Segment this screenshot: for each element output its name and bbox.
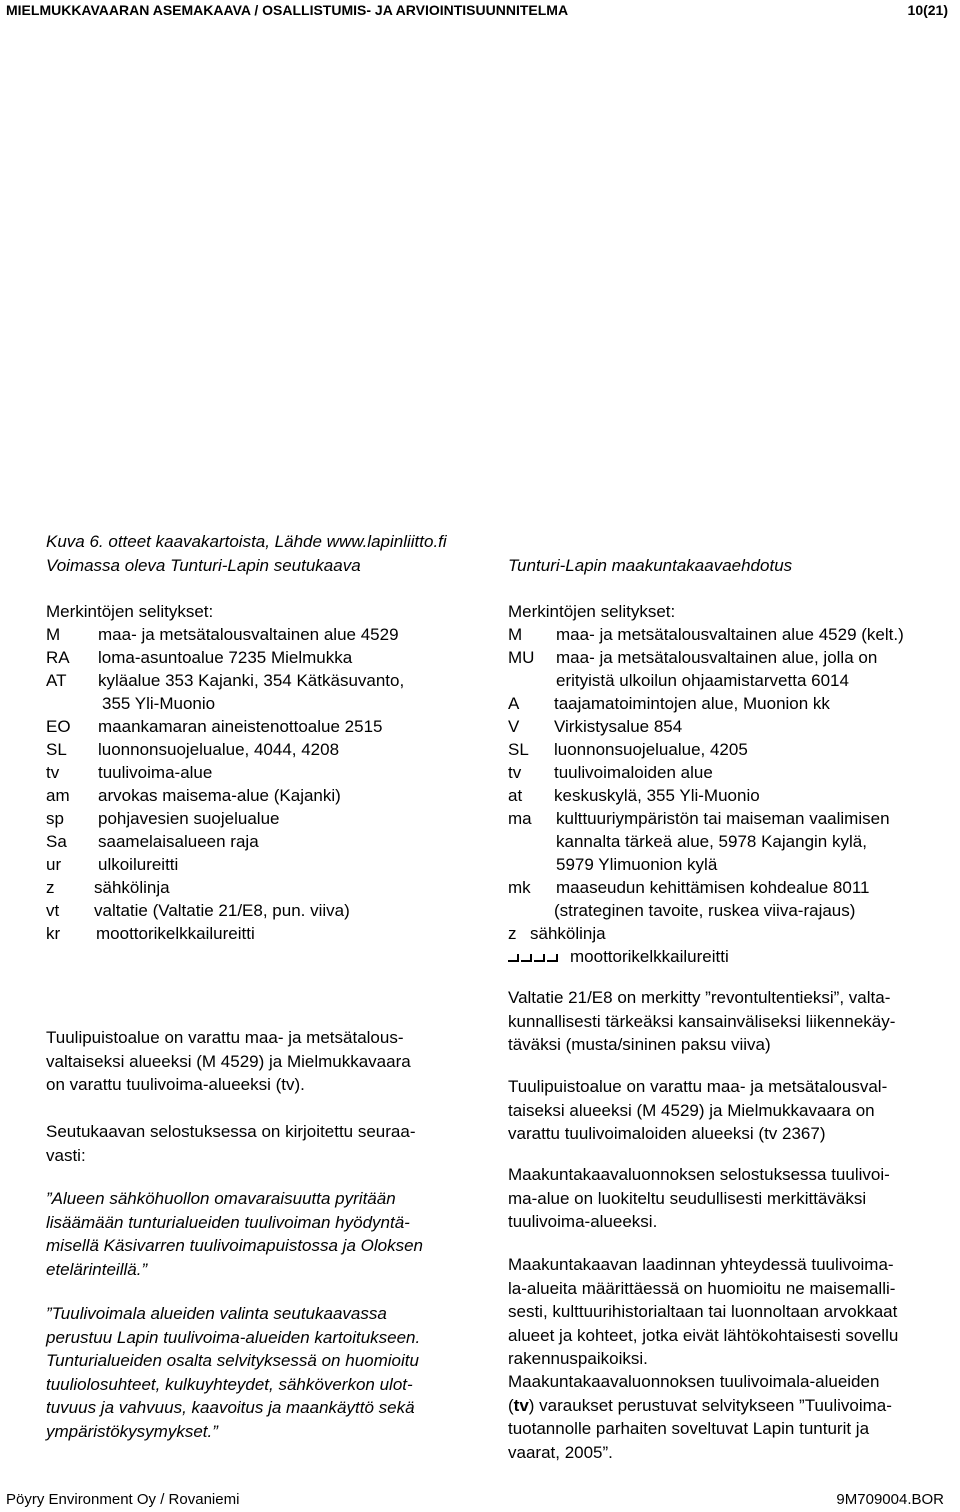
legend-row <box>508 899 958 922</box>
legend-code: sp <box>46 809 64 828</box>
legend-code: vt <box>46 901 60 920</box>
legend-code: am <box>46 786 70 805</box>
right-legend-title: Merkintöjen selitykset: <box>508 602 676 621</box>
legend-code: z <box>508 924 517 943</box>
legend-text: saamelaisalueen raja <box>98 832 259 851</box>
legend-code: M <box>46 625 61 644</box>
right-paragraph-4: Maakuntakaavan laadinnan yhteydessä tuulivoima- la-alueita määrittäessä on huomioitu ne maisemalli- sesti, kulttuurihistorialtaan tai luonnoltaan arvokkaat alueet ja kohteet, jotka eivät lähtökohtaisesti sovellu rakennuspaikoiksi. <box>508 1255 899 1368</box>
legend-text: kannalta tärkeä alue, 5978 Kajangin kylä, <box>556 832 867 851</box>
legend-row <box>508 692 958 715</box>
legend-text: sähkölinja <box>94 878 170 897</box>
legend-row <box>46 784 486 807</box>
legend-text: moottorikelkkailureitti <box>570 947 729 966</box>
left-heading: Voimassa oleva Tunturi-Lapin seutukaava <box>46 556 361 575</box>
legend-text: 5979 Ylimuonion kylä <box>556 855 718 874</box>
legend-code: A <box>508 694 520 713</box>
legend-row <box>46 715 486 738</box>
snowmobile-route-symbol-icon <box>508 945 560 968</box>
right-heading: Tunturi-Lapin maakuntakaavaehdotus <box>508 556 793 575</box>
legend-row <box>508 876 958 899</box>
legend-row <box>508 623 958 646</box>
right-paragraph-5-start: Maakuntakaavaluonnoksen tuulivoimala-alueiden ( <box>508 1372 880 1415</box>
legend-text: 355 Yli-Muonio <box>102 694 216 713</box>
left-legend <box>46 600 486 945</box>
page-number: 10(21) <box>907 2 948 18</box>
legend-text: luonnonsuojelualue, 4205 <box>554 740 748 759</box>
legend-row <box>508 853 958 876</box>
legend-row <box>508 807 958 830</box>
right-paragraph-5-end: ) varaukset perustuvat selvitykseen ”Tuulivoima- tuotannolle parhaiten soveltuvat Lapin tunturit ja vaarat, 2005”. <box>508 1395 892 1462</box>
legend-code: ma <box>508 809 532 828</box>
legend-text: taajamatoimintojen alue, Muonion kk <box>554 694 830 713</box>
legend-text: pohjavesien suojelualue <box>98 809 280 828</box>
legend-row <box>508 715 958 738</box>
legend-text: maa- ja metsätalousvaltainen alue 4529 <box>98 625 399 644</box>
legend-code: z <box>46 878 55 897</box>
legend-code: EO <box>46 717 71 736</box>
legend-text: keskuskylä, 355 Yli-Muonio <box>554 786 760 805</box>
left-quote-2: ”Tuulivoimala alueiden valinta seutukaavassa perustuu Lapin tuulivoima-alueiden kartoitukseen. Tunturialueiden osalta selvityksessä on huomioitu tuuliolosuhteet, kulkuyhteydet, sähköverkon ulot- tuvuus ja vahvuus, kaavoitus ja maankäyttö sekä ympäristökysymykset.” <box>46 1304 421 1441</box>
document-header-title: MIELMUKKAVAARAN ASEMAKAAVA / OSALLISTUMIS- JA ARVIOINTISUUNNITELMA <box>6 2 569 18</box>
legend-row <box>46 853 486 876</box>
tv-marker: tv <box>513 1395 529 1415</box>
legend-row <box>46 830 486 853</box>
legend-row <box>508 669 958 692</box>
left-legend-title: Merkintöjen selitykset: <box>46 602 214 621</box>
legend-text: maa- ja metsätalousvaltainen alue 4529 (kelt.) <box>556 625 904 644</box>
legend-code: MU <box>508 648 535 667</box>
legend-row <box>46 807 486 830</box>
legend-row <box>46 899 486 922</box>
legend-row <box>46 922 486 945</box>
legend-row <box>508 922 958 945</box>
figure-caption: Kuva 6. otteet kaavakartoista, Lähde www.lapinliitto.fi <box>46 532 447 551</box>
legend-text: maa- ja metsätalousvaltainen alue, jolla on <box>556 648 878 667</box>
right-paragraph-1: Valtatie 21/E8 on merkitty ”revontultentieksi”, valta- kunnallisesti tärkeäksi kansainväliseksi liikennekäy- täväksi (musta/sininen paksu viiva) <box>508 988 896 1054</box>
legend-code: SL <box>46 740 67 759</box>
legend-code: AT <box>46 671 67 690</box>
legend-text: Virkistysalue 854 <box>554 717 683 736</box>
legend-row <box>46 738 486 761</box>
legend-code: tv <box>46 763 60 782</box>
legend-text: maankamaran aineistenottoalue 2515 <box>98 717 383 736</box>
legend-row <box>46 646 486 669</box>
right-paragraph-2: Tuulipuistoalue on varattu maa- ja metsätalousval- taiseksi alueeksi (M 4529) ja Mielmukkavaara on varattu tuulivoimaloiden alueeksi (tv 2367) <box>508 1077 888 1143</box>
legend-row <box>508 738 958 761</box>
legend-row <box>508 784 958 807</box>
legend-code: ur <box>46 855 62 874</box>
legend-code: Sa <box>46 832 67 851</box>
legend-row <box>46 623 486 646</box>
legend-text: tuulivoima-alue <box>98 763 213 782</box>
legend-text: valtatie (Valtatie 21/E8, pun. viiva) <box>94 901 350 920</box>
legend-code: SL <box>508 740 529 759</box>
legend-code: V <box>508 717 520 736</box>
legend-row <box>508 830 958 853</box>
legend-row <box>46 692 486 715</box>
legend-row <box>508 646 958 669</box>
legend-text: arvokas maisema-alue (Kajanki) <box>98 786 341 805</box>
legend-row <box>508 945 958 968</box>
legend-code: kr <box>46 924 61 943</box>
left-paragraph-2: Seutukaavan selostuksessa on kirjoitettu seuraa- vasti: <box>46 1122 416 1165</box>
legend-code: tv <box>508 763 522 782</box>
footer-document-code: 9M709004.BOR <box>836 1491 944 1508</box>
legend-text: tuulivoimaloiden alue <box>554 763 713 782</box>
legend-text: sähkölinja <box>530 924 606 943</box>
left-paragraph-1: Tuulipuistoalue on varattu maa- ja metsätalous- valtaiseksi alueeksi (M 4529) ja Mielmukkavaara on varattu tuulivoima-alueeksi (tv). <box>46 1028 411 1094</box>
right-legend <box>508 600 958 968</box>
legend-text: (strateginen tavoite, ruskea viiva-rajaus) <box>554 901 856 920</box>
right-paragraph-5 <box>508 1370 892 1464</box>
legend-row <box>46 669 486 692</box>
left-quote-1: ”Alueen sähköhuollon omavaraisuutta pyritään lisäämään tunturialueiden tuulivoiman hyödyntä- misellä Käsivarren tuulivoimapuistossa ja Oloksen etelärinteillä.” <box>46 1189 423 1279</box>
legend-text: moottorikelkkailureitti <box>96 924 255 943</box>
legend-code: RA <box>46 648 70 667</box>
legend-code: at <box>508 786 523 805</box>
legend-row <box>46 761 486 784</box>
legend-row <box>46 876 486 899</box>
legend-text: kyläalue 353 Kajanki, 354 Kätkäsuvanto, <box>98 671 405 690</box>
right-paragraph-3: Maakuntakaavaluonnoksen selostuksessa tuulivoi- ma-alue on luokiteltu seudullisesti merkittäväksi tuulivoima-alueeksi. <box>508 1165 890 1231</box>
legend-text: loma-asuntoalue 7235 Mielmukka <box>98 648 353 667</box>
legend-code: M <box>508 625 523 644</box>
footer-company: Pöyry Environment Oy / Rovaniemi <box>6 1491 240 1508</box>
legend-row <box>508 761 958 784</box>
legend-code: mk <box>508 878 531 897</box>
legend-text: luonnonsuojelualue, 4044, 4208 <box>98 740 340 759</box>
legend-text: erityistä ulkoilun ohjaamistarvetta 6014 <box>556 671 849 690</box>
legend-text: maaseudun kehittämisen kohdealue 8011 <box>556 878 870 897</box>
legend-text: kulttuuriympäristön tai maiseman vaalimisen <box>556 809 890 828</box>
legend-text: ulkoilureitti <box>98 855 179 874</box>
